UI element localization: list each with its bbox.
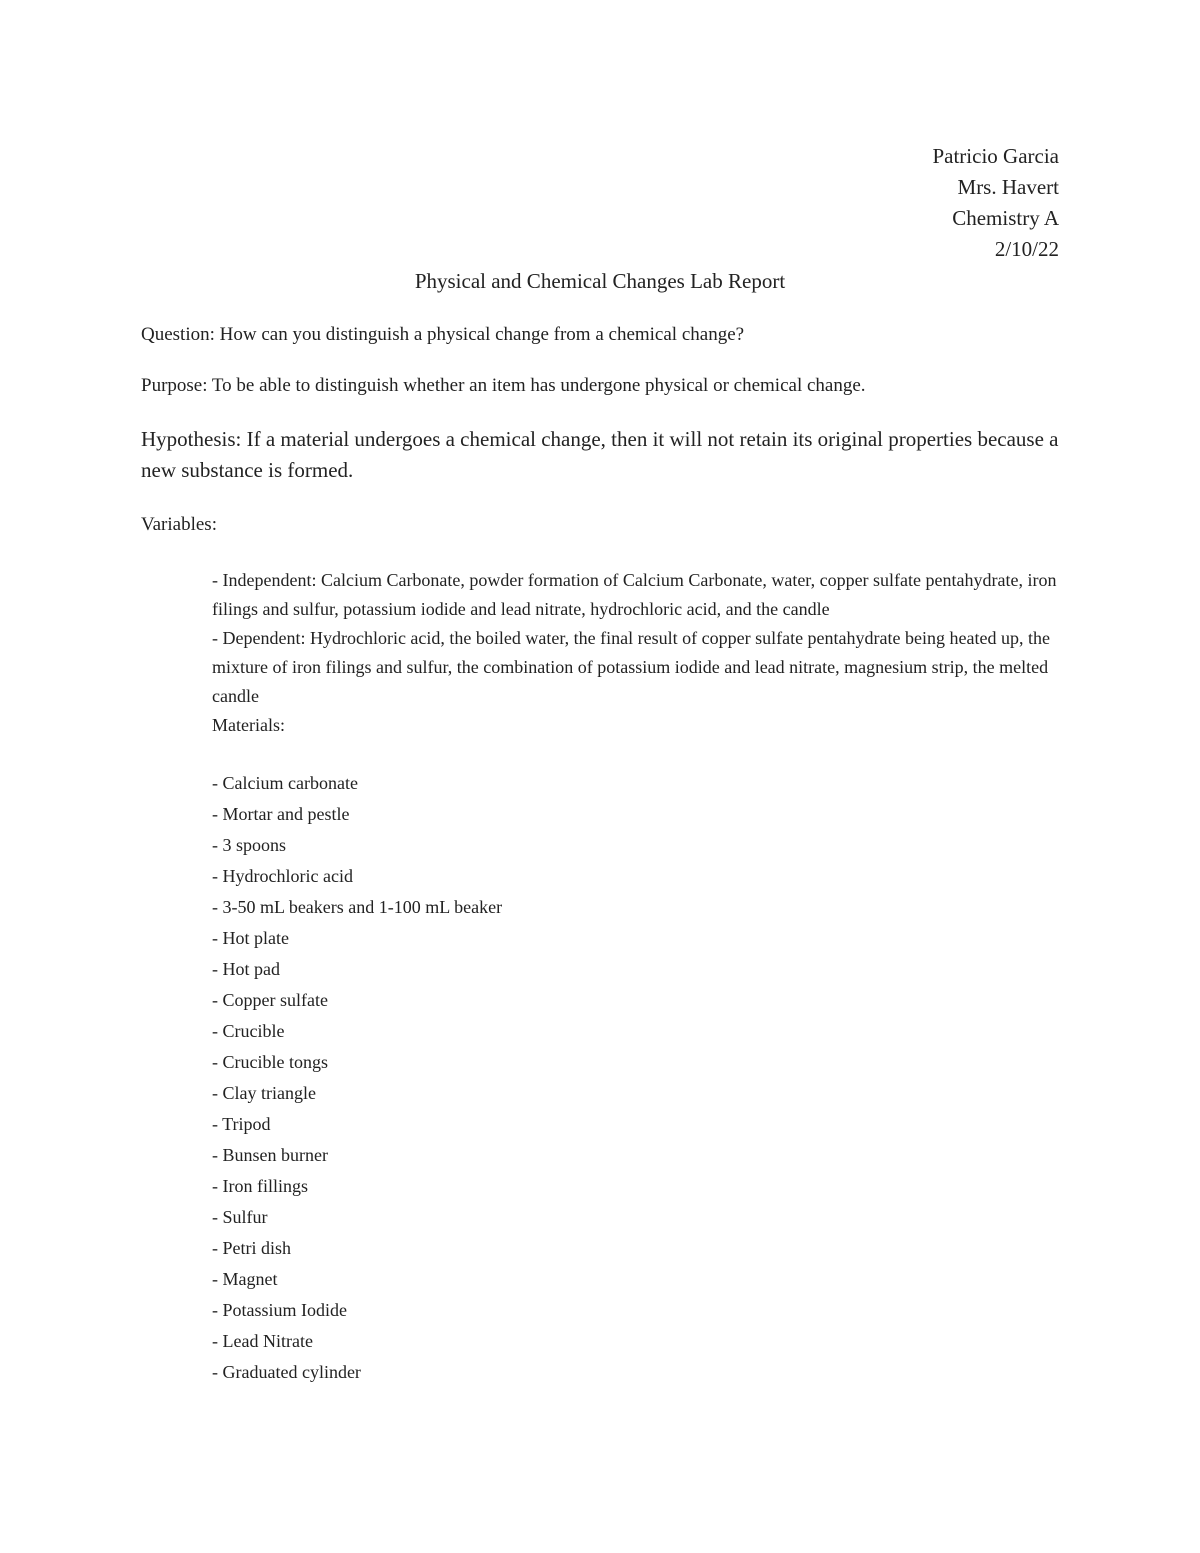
variables-block <box>212 566 1062 740</box>
material-item: - Calcium carbonate <box>212 773 358 793</box>
report-title: Physical and Chemical Changes Lab Report <box>414 269 786 293</box>
variables-label: Variables: <box>141 514 217 535</box>
material-item: - Crucible tongs <box>212 1052 328 1072</box>
material-item: - Hot pad <box>212 959 280 979</box>
teacher-name: Mrs. Havert <box>957 175 1059 199</box>
material-item: - Hydrochloric acid <box>212 866 353 886</box>
header-block <box>932 141 1059 265</box>
course-name: Chemistry A <box>952 206 1059 230</box>
material-item: - Potassium Iodide <box>212 1300 347 1320</box>
materials-label: Materials: <box>212 715 285 735</box>
student-name: Patricio Garcia <box>932 144 1059 168</box>
purpose-paragraph: Purpose: To be able to distinguish whether an item has undergone physical or chemical change. <box>141 375 866 396</box>
material-item: - 3-50 mL beakers and 1-100 mL beaker <box>212 897 503 917</box>
material-item: - Crucible <box>212 1021 285 1041</box>
report-date: 2/10/22 <box>994 237 1059 261</box>
question-paragraph: Question: How can you distinguish a physical change from a chemical change? <box>141 324 745 345</box>
dependent-variable: - Dependent: Hydrochloric acid, the boiled water, the final result of copper sulfate pentahydrate being heated up, the mixture of iron filings and sulfur, the combination of potassium iodide and lead nitrate, magnesium strip, the melted candle <box>212 628 1050 706</box>
material-item: - Tripod <box>212 1114 271 1134</box>
independent-variable: - Independent: Calcium Carbonate, powder formation of Calcium Carbonate, water, copper sulfate pentahydrate, iron filings and sulfur, potassium iodide and lead nitrate, hydrochloric acid, and the candle <box>212 570 1057 619</box>
material-item: - Magnet <box>212 1269 278 1289</box>
hypothesis-paragraph: Hypothesis: If a material undergoes a chemical change, then it will not retain its original properties because a new substance is formed. <box>141 427 1059 482</box>
material-item: - Graduated cylinder <box>212 1362 361 1382</box>
material-item: - Lead Nitrate <box>212 1331 313 1351</box>
material-item: - Sulfur <box>212 1207 268 1227</box>
material-item: - Bunsen burner <box>212 1145 328 1165</box>
material-item: - 3 spoons <box>212 835 287 855</box>
material-item: - Copper sulfate <box>212 990 328 1010</box>
material-item: - Iron fillings <box>212 1176 308 1196</box>
material-item: - Mortar and pestle <box>212 804 350 824</box>
material-item: - Hot plate <box>212 928 289 948</box>
materials-list <box>212 768 502 1388</box>
material-item: - Clay triangle <box>212 1083 316 1103</box>
material-item: - Petri dish <box>212 1238 291 1258</box>
